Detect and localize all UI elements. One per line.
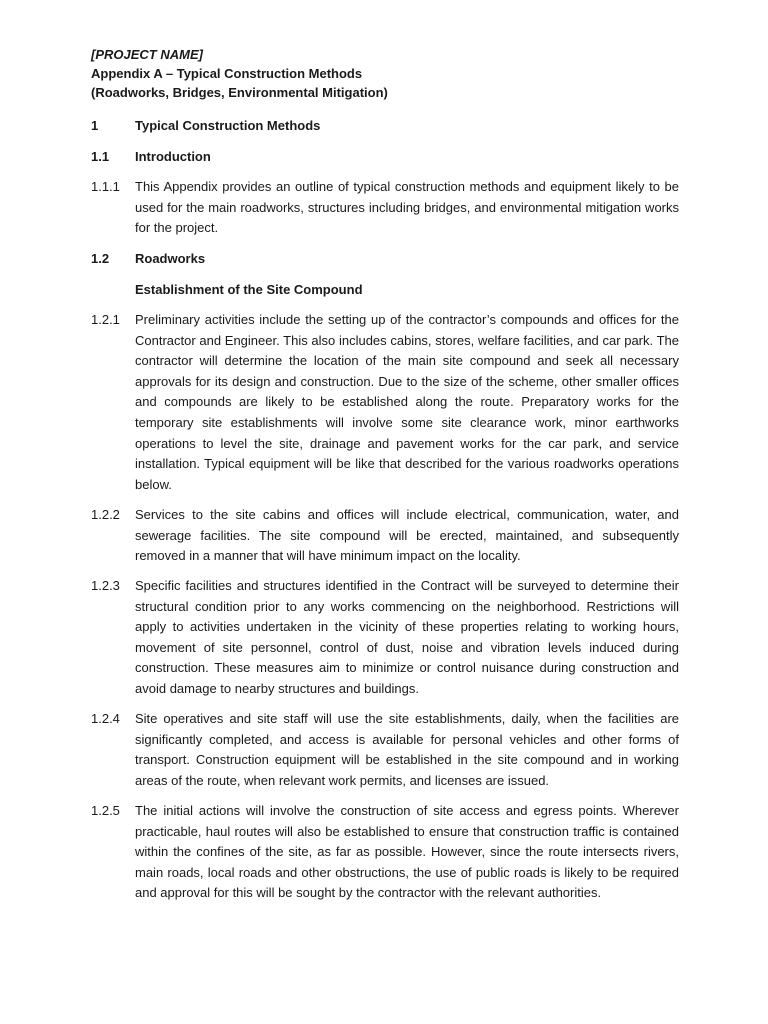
paragraph-1-2-1 [91,310,679,495]
project-name: [PROJECT NAME] [91,47,203,62]
paragraph-text: This Appendix provides an outline of typical construction methods and equipment likely to be used for the main roadworks, structures including bridges, and environmental mitigation works for the project. [135,179,679,236]
heading-title: Introduction [135,149,211,164]
heading-title: Roadworks [135,251,206,266]
paragraph-number: 1.2.2 [91,507,120,522]
heading-section-1-2 [91,249,205,268]
paragraph-number: 1.2.5 [91,803,120,818]
appendix-subtitle: (Roadworks, Bridges, Environmental Mitigation) [91,85,388,100]
heading-number: 1.2 [91,251,110,266]
paragraph-1-2-4 [91,709,679,791]
subheading-title: Establishment of the Site Compound [135,282,363,297]
subheading-site-compound [91,280,363,299]
paragraph-1-2-3 [91,576,679,700]
paragraph-text: Specific facilities and structures identified in the Contract will be surveyed to determine their structural condition prior to any works commencing on the neighborhood. Restrictions will apply to activities undertaken in the vicinity of these properties relating to working hours, movement of site personnel, control of dust, noise and vibration levels induced during construction. These measures aim to minimize or control nuisance during construction and avoid damage to nearby structures and buildings. [135,578,679,696]
paragraph-number: 1.2.1 [91,312,120,327]
paragraph-text: Site operatives and site staff will use the site establishments, daily, when the facilities are significantly completed, and access is available for personal vehicles and other forms of transport. Construction equipment will be established in the site compound and in working areas of the route, when relevant work permits, and licenses are issued. [135,711,679,788]
heading-section-1-1 [91,147,211,166]
paragraph-text: Services to the site cabins and offices will include electrical, communication, water, and sewerage facilities. The site compound will be erected, maintained, and subsequently removed in a manner that will have minimum impact on the locality. [135,507,679,564]
paragraph-text: The initial actions will involve the construction of site access and egress points. Wherever practicable, haul routes will also be established to ensure that construction traffic is contained within the confines of the site, as far as possible. However, since the route intersects rivers, main roads, local roads and other obstructions, the use of public roads is likely to be required and approval for this will be sought by the contractor with the relevant authorities. [135,803,679,901]
paragraph-1-2-2 [91,505,679,567]
heading-title: Typical Construction Methods [135,118,321,133]
heading-number: 1.1 [91,149,110,164]
paragraph-number: 1.1.1 [91,179,120,194]
appendix-title: Appendix A – Typical Construction Methods [91,66,363,81]
paragraph-number: 1.2.4 [91,711,120,726]
paragraph-number: 1.2.3 [91,578,120,593]
document-header [91,45,691,102]
paragraph-1-1-1 [91,177,679,239]
heading-number: 1 [91,118,99,133]
paragraph-text: Preliminary activities include the setting up of the contractor’s compounds and offices for the Contractor and Engineer. This also includes cabins, stores, welfare facilities, and car park. The contractor will determine the location of the main site compound and seek all necessary approvals for its design and construction. Due to the size of the scheme, other smaller offices and compounds are likely to be established along the route. Preparatory works for the temporary site establishments will involve some site clearance work, minor earthworks operations to level the site, drainage and pavement works for the car park, and service installation. Typical equipment will be like that described for the various roadworks operations below. [135,312,679,492]
paragraph-1-2-5 [91,801,679,904]
heading-section-1 [91,116,320,135]
